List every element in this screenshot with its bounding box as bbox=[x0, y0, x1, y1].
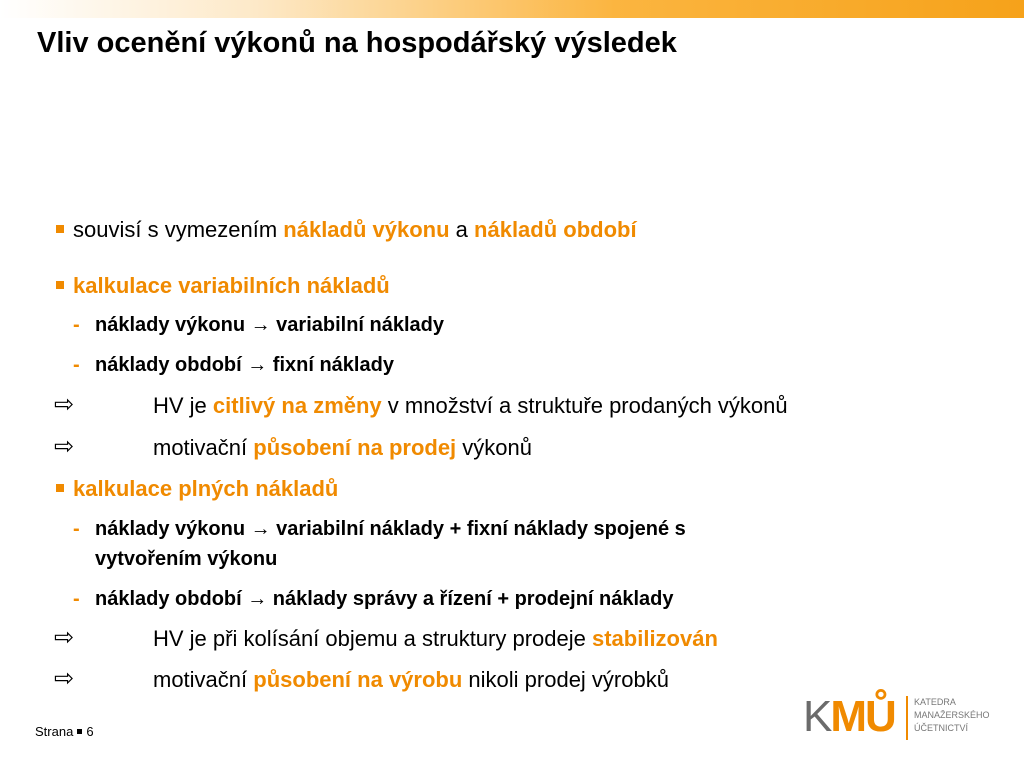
item-text: motivační bbox=[153, 435, 254, 460]
item-text: v množství a struktuře prodaných výkonů bbox=[381, 393, 788, 418]
arrow-item bbox=[153, 435, 532, 461]
page-number: 6 bbox=[86, 724, 94, 739]
item-text: a bbox=[449, 217, 475, 242]
outline-arrow-icon: ⇨ bbox=[54, 433, 75, 460]
item-text: HV je při kolísání objemu a struktury prodeje bbox=[153, 626, 592, 651]
square-bullet-icon bbox=[56, 281, 64, 289]
sub-item: náklady období → fixní náklady bbox=[95, 354, 394, 376]
sub-item: náklady období → náklady správy a řízení + prodejní náklady bbox=[95, 588, 674, 610]
item-text: HV je bbox=[153, 393, 213, 418]
arrow-item bbox=[153, 667, 669, 693]
logo-text: KATEDRA MANAŽERSKÉHO ÚČETNICTVÍ bbox=[914, 697, 990, 733]
item-text: výkonů bbox=[456, 435, 532, 460]
kmu-logo bbox=[803, 692, 1003, 742]
logo-mark: KMŮ bbox=[803, 692, 895, 741]
bullet-item bbox=[73, 217, 637, 243]
arrow-item bbox=[153, 393, 788, 419]
footer-separator-icon bbox=[77, 729, 82, 734]
arrow-item bbox=[153, 626, 718, 652]
highlight-text: působení na prodej bbox=[253, 435, 457, 460]
dash-bullet-icon: - bbox=[73, 354, 80, 376]
square-bullet-icon bbox=[56, 225, 64, 233]
highlight-text: nákladů výkonu bbox=[283, 217, 450, 242]
dash-bullet-icon: - bbox=[73, 588, 80, 610]
bullet-item bbox=[73, 273, 390, 299]
dash-bullet-icon: - bbox=[73, 518, 80, 540]
sub-item: náklady výkonu → variabilní náklady + fixní náklady spojené s bbox=[95, 518, 686, 540]
outline-arrow-icon: ⇨ bbox=[54, 391, 75, 418]
item-text: souvisí s vymezením bbox=[73, 217, 284, 242]
highlight-text: působení na výrobu bbox=[253, 667, 463, 692]
highlight-text: kalkulace plných nákladů bbox=[73, 476, 339, 501]
square-bullet-icon bbox=[56, 484, 64, 492]
slide-title: Vliv ocenění výkonů na hospodářský výsledek bbox=[37, 27, 677, 59]
bullet-item bbox=[73, 476, 338, 502]
highlight-text: kalkulace variabilních nákladů bbox=[73, 273, 390, 298]
sub-item-continuation: vytvořením výkonu bbox=[95, 548, 278, 570]
highlight-text: stabilizován bbox=[591, 626, 718, 651]
outline-arrow-icon: ⇨ bbox=[54, 624, 75, 651]
outline-arrow-icon: ⇨ bbox=[54, 665, 75, 692]
highlight-text: citlivý na změny bbox=[212, 393, 382, 418]
page-footer bbox=[35, 724, 94, 739]
item-text: motivační bbox=[153, 667, 254, 692]
highlight-text: nákladů období bbox=[474, 217, 637, 242]
footer-label: Strana bbox=[35, 724, 74, 739]
item-text: nikoli prodej výrobků bbox=[462, 667, 669, 692]
sub-item: náklady výkonu → variabilní náklady bbox=[95, 314, 445, 336]
top-gradient-bar bbox=[0, 0, 1024, 18]
logo-divider bbox=[906, 696, 908, 740]
dash-bullet-icon: - bbox=[73, 314, 80, 336]
